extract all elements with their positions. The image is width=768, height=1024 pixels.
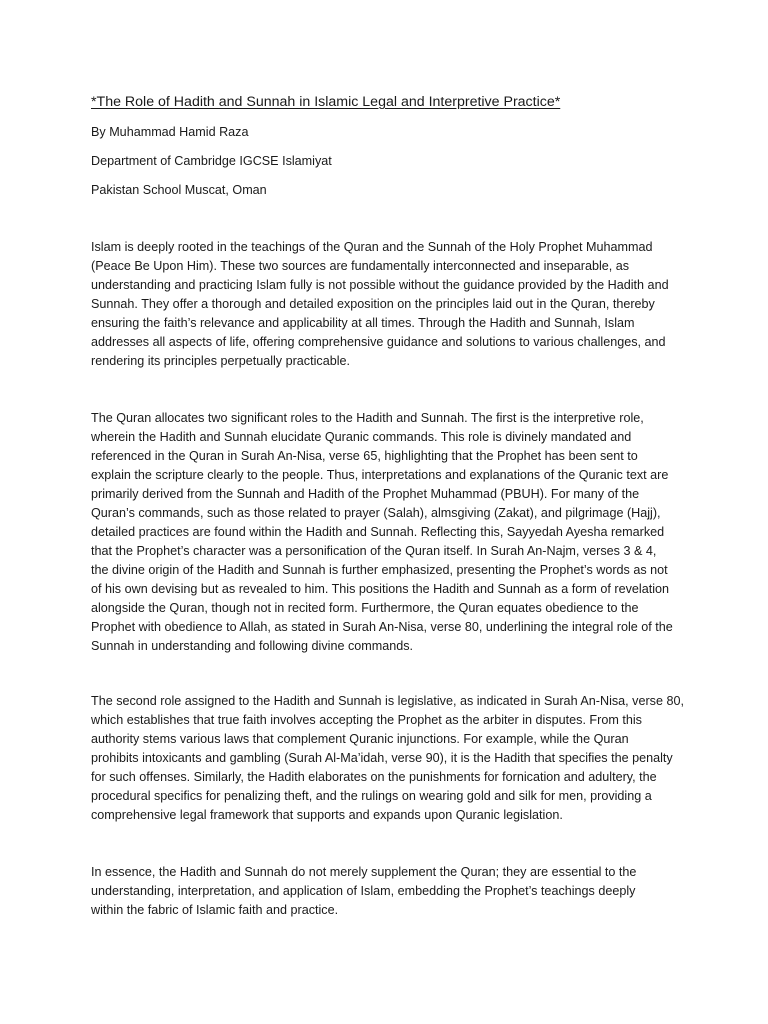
text-line: wherein the Hadith and Sunnah elucidate Quranic commands. This role is divinely mandated and bbox=[91, 430, 632, 444]
text-line: prohibits intoxicants and gambling (Surah Al-Ma’idah, verse 90), it is the Hadith that specifies the penalty bbox=[91, 751, 673, 765]
department-line: Department of Cambridge IGCSE Islamiyat bbox=[91, 154, 332, 168]
text-line: Quran’s commands, such as those related to prayer (Salah), almsgiving (Zakat), and pilgrimage (Hajj), bbox=[91, 506, 661, 520]
text-line: detailed practices are found within the Hadith and Sunnah. Reflecting this, Sayyedah Ayesha remarked bbox=[91, 525, 665, 539]
text-line: alongside the Quran, though not in recited form. Furthermore, the Quran equates obedience to the bbox=[91, 601, 639, 615]
text-line: primarily derived from the Sunnah and Hadith of the Prophet Muhammad (PBUH). For many of the bbox=[91, 487, 640, 501]
author-line: By Muhammad Hamid Raza bbox=[91, 125, 249, 139]
text-line: within the fabric of Islamic faith and practice. bbox=[91, 903, 339, 917]
text-line: that the Prophet’s character was a personification of the Quran itself. In Surah An-Najm, verses 3 & 4, bbox=[91, 544, 657, 558]
text-line: addresses all aspects of life, offering comprehensive guidance and solutions to various challenges, and bbox=[91, 335, 666, 349]
text-line: understanding and practicing Islam fully is not possible without the guidance provided by the Hadith and bbox=[91, 278, 669, 292]
school-line: Pakistan School Muscat, Oman bbox=[91, 183, 267, 197]
text-line: In essence, the Hadith and Sunnah do not merely supplement the Quran; they are essential to the bbox=[91, 865, 637, 879]
text-line: The second role assigned to the Hadith and Sunnah is legislative, as indicated in Surah An-Nisa, verse 80, bbox=[91, 694, 684, 708]
paragraph-interpretive-role bbox=[91, 409, 691, 656]
text-line: comprehensive legal framework that supports and expands upon Quranic legislation. bbox=[91, 808, 563, 822]
text-line: explain the scripture clearly to the people. Thus, interpretations and explanations of the Quranic text are bbox=[91, 468, 669, 482]
document-title: *The Role of Hadith and Sunnah in Islamic Legal and Interpretive Practice* bbox=[91, 94, 561, 110]
text-line: ensuring the faith’s relevance and applicability at all times. Through the Hadith and Sunnah, Islam bbox=[91, 316, 635, 330]
text-line: of his own devising but as revealed to him. This positions the Hadith and Sunnah as a form of revelation bbox=[91, 582, 670, 596]
paragraph-legislative-role bbox=[91, 692, 691, 825]
text-line: Sunnah. They offer a thorough and detailed exposition on the principles laid out in the Quran, thereby bbox=[91, 297, 655, 311]
text-line: for such offenses. Similarly, the Hadith elaborates on the punishments for fornication and adultery, the bbox=[91, 770, 657, 784]
text-line: The Quran allocates two significant roles to the Hadith and Sunnah. The first is the interpretive role, bbox=[91, 411, 644, 425]
text-line: Prophet with obedience to Allah, as stated in Surah An-Nisa, verse 80, underlining the integral role of the bbox=[91, 620, 673, 634]
text-line: rendering its principles perpetually practicable. bbox=[91, 354, 351, 368]
paragraph-introduction bbox=[91, 238, 691, 371]
paragraph-conclusion bbox=[91, 863, 691, 920]
text-line: (Peace Be Upon Him). These two sources are fundamentally interconnected and inseparable, as bbox=[91, 259, 630, 273]
text-line: Islam is deeply rooted in the teachings of the Quran and the Sunnah of the Holy Prophet Muhammad bbox=[91, 240, 653, 254]
text-line: procedural specifics for penalizing theft, and the rulings on wearing gold and silk for men, providing a bbox=[91, 789, 652, 803]
text-line: the divine origin of the Hadith and Sunnah is further emphasized, presenting the Prophet’s words as not bbox=[91, 563, 668, 577]
text-line: which establishes that true faith involves accepting the Prophet as the arbiter in disputes. From this bbox=[91, 713, 642, 727]
text-line: Sunnah in understanding and following divine commands. bbox=[91, 639, 414, 653]
text-line: referenced in the Quran in Surah An-Nisa, verse 65, highlighting that the Prophet has been sent to bbox=[91, 449, 638, 463]
text-line: understanding, interpretation, and application of Islam, embedding the Prophet’s teachings deeply bbox=[91, 884, 636, 898]
text-line: authority stems various laws that complement Quranic injunctions. For example, while the Quran bbox=[91, 732, 629, 746]
